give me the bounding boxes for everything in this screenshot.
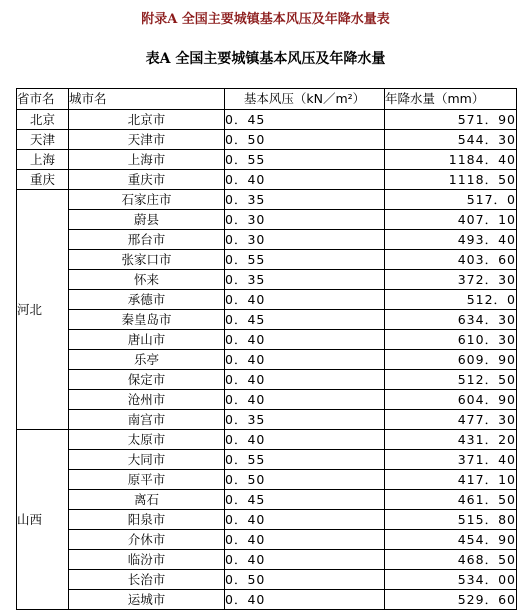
city-cell: 北京市 [69, 110, 225, 130]
province-cell: 上海 [17, 150, 69, 170]
rainfall-cell: 610．30 [385, 330, 517, 350]
city-cell: 大同市 [69, 450, 225, 470]
city-cell: 蔚县 [69, 210, 225, 230]
city-cell: 石家庄市 [69, 190, 225, 210]
table-row [17, 410, 517, 430]
table-row [17, 550, 517, 570]
city-cell: 唐山市 [69, 330, 225, 350]
city-cell: 怀来 [69, 270, 225, 290]
table-row [17, 330, 517, 350]
table-row [17, 190, 517, 210]
header-city: 城市名 [69, 89, 225, 110]
city-cell: 临汾市 [69, 550, 225, 570]
table-row [17, 170, 517, 190]
wind-pressure-cell: 0．35 [225, 410, 385, 430]
city-cell: 沧州市 [69, 390, 225, 410]
rainfall-cell: 534．00 [385, 570, 517, 590]
city-cell: 长治市 [69, 570, 225, 590]
table-row [17, 250, 517, 270]
wind-pressure-cell: 0．40 [225, 170, 385, 190]
table-row [17, 350, 517, 370]
table-row [17, 270, 517, 290]
table-row [17, 530, 517, 550]
wind-pressure-cell: 0．40 [225, 370, 385, 390]
appendix-title: 附录A 全国主要城镇基本风压及年降水量表 [141, 12, 390, 27]
rainfall-cell: 477．30 [385, 410, 517, 430]
city-cell: 邢台市 [69, 230, 225, 250]
city-cell: 乐亭 [69, 350, 225, 370]
rainfall-cell: 604．90 [385, 390, 517, 410]
city-cell: 张家口市 [69, 250, 225, 270]
header-annual-rainfall: 年降水量（mm） [385, 89, 517, 110]
table-body [17, 110, 517, 610]
header-province: 省市名 [17, 89, 69, 110]
table-row [17, 590, 517, 610]
rainfall-cell: 461．50 [385, 490, 517, 510]
rainfall-cell: 609．90 [385, 350, 517, 370]
rainfall-cell: 417．10 [385, 470, 517, 490]
city-cell: 上海市 [69, 150, 225, 170]
wind-pressure-cell: 0．35 [225, 190, 385, 210]
rainfall-cell: 529．60 [385, 590, 517, 610]
rainfall-cell: 454．90 [385, 530, 517, 550]
header-row [17, 89, 517, 110]
city-cell: 原平市 [69, 470, 225, 490]
city-cell: 承德市 [69, 290, 225, 310]
city-cell: 秦皇岛市 [69, 310, 225, 330]
city-cell: 天津市 [69, 130, 225, 150]
wind-pressure-cell: 0．55 [225, 250, 385, 270]
wind-rain-table [16, 88, 517, 610]
province-cell: 天津 [17, 130, 69, 150]
city-cell: 运城市 [69, 590, 225, 610]
table-row [17, 370, 517, 390]
wind-pressure-cell: 0．40 [225, 530, 385, 550]
city-cell: 南宫市 [69, 410, 225, 430]
wind-pressure-cell: 0．45 [225, 110, 385, 130]
rainfall-cell: 571．90 [385, 110, 517, 130]
city-cell: 介休市 [69, 530, 225, 550]
table-title: 表A 全国主要城镇基本风压及年降水量 [145, 51, 386, 67]
wind-pressure-cell: 0．50 [225, 570, 385, 590]
table-row [17, 390, 517, 410]
table-row [17, 450, 517, 470]
table-row [17, 230, 517, 250]
wind-pressure-cell: 0．30 [225, 210, 385, 230]
wind-pressure-cell: 0．40 [225, 330, 385, 350]
rainfall-cell: 371．40 [385, 450, 517, 470]
rainfall-cell: 407．10 [385, 210, 517, 230]
table-row [17, 470, 517, 490]
rainfall-cell: 1184．40 [385, 150, 517, 170]
rainfall-cell: 515．80 [385, 510, 517, 530]
table-row [17, 490, 517, 510]
rainfall-cell: 431．20 [385, 430, 517, 450]
rainfall-cell: 512．0 [385, 290, 517, 310]
table-row [17, 130, 517, 150]
wind-pressure-cell: 0．45 [225, 310, 385, 330]
wind-pressure-cell: 0．40 [225, 550, 385, 570]
wind-pressure-cell: 0．40 [225, 390, 385, 410]
rainfall-cell: 1118．50 [385, 170, 517, 190]
city-cell: 太原市 [69, 430, 225, 450]
rainfall-cell: 512．50 [385, 370, 517, 390]
rainfall-cell: 372．30 [385, 270, 517, 290]
table-row [17, 110, 517, 130]
wind-pressure-cell: 0．30 [225, 230, 385, 250]
rainfall-cell: 468．50 [385, 550, 517, 570]
city-cell: 保定市 [69, 370, 225, 390]
wind-pressure-cell: 0．40 [225, 290, 385, 310]
wind-pressure-cell: 0．40 [225, 590, 385, 610]
wind-pressure-cell: 0．50 [225, 130, 385, 150]
rainfall-cell: 634．30 [385, 310, 517, 330]
table-row [17, 510, 517, 530]
table-row [17, 290, 517, 310]
wind-pressure-cell: 0．55 [225, 450, 385, 470]
province-cell: 北京 [17, 110, 69, 130]
province-group-cell: 河北 [17, 190, 69, 430]
city-cell: 阳泉市 [69, 510, 225, 530]
rainfall-cell: 403．60 [385, 250, 517, 270]
wind-pressure-cell: 0．45 [225, 490, 385, 510]
table-row [17, 310, 517, 330]
table-row [17, 570, 517, 590]
table-row [17, 150, 517, 170]
wind-pressure-cell: 0．40 [225, 510, 385, 530]
province-cell: 重庆 [17, 170, 69, 190]
table-row [17, 430, 517, 450]
rainfall-cell: 493．40 [385, 230, 517, 250]
wind-pressure-cell: 0．35 [225, 270, 385, 290]
city-cell: 离石 [69, 490, 225, 510]
city-cell: 重庆市 [69, 170, 225, 190]
table-row [17, 210, 517, 230]
rainfall-cell: 544．30 [385, 130, 517, 150]
wind-pressure-cell: 0．40 [225, 430, 385, 450]
wind-pressure-cell: 0．50 [225, 470, 385, 490]
header-wind-pressure: 基本风压（kN／m²） [225, 89, 385, 110]
wind-pressure-cell: 0．40 [225, 350, 385, 370]
province-group-cell: 山西 [17, 430, 69, 610]
rainfall-cell: 517．0 [385, 190, 517, 210]
wind-pressure-cell: 0．55 [225, 150, 385, 170]
